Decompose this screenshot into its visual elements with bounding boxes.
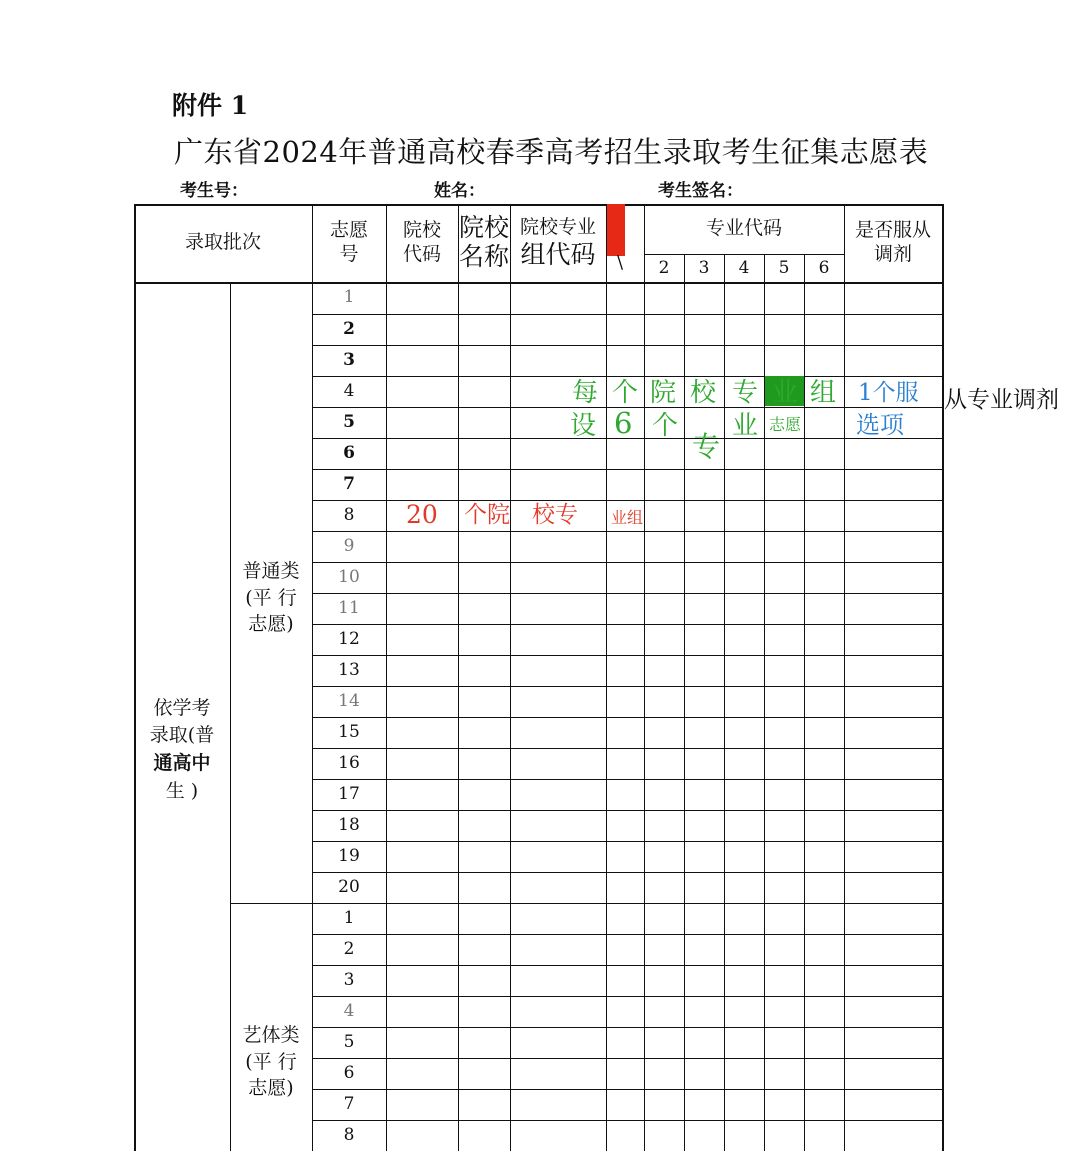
row-line — [312, 314, 942, 315]
header-major-codes: 专业代码 — [705, 217, 782, 240]
wish-number-cell: 5 — [343, 1031, 355, 1052]
red-marker — [607, 204, 625, 256]
row-line — [312, 1120, 942, 1121]
row-line — [312, 779, 942, 780]
header-bottom-line — [134, 282, 943, 284]
wish-number-cell: 8 — [343, 504, 355, 525]
row-line — [312, 624, 942, 625]
attachment-label: 附件 1 — [172, 91, 249, 120]
major-code-col-2: 2 — [658, 257, 670, 278]
column-line — [684, 254, 685, 1151]
column-line — [606, 204, 607, 1151]
row-line — [312, 934, 942, 935]
wish-number-cell: 20 — [338, 876, 360, 897]
batch-label: 依学考 录取(普 通高中 生 ) — [149, 696, 215, 802]
green-note-char: 校 — [690, 378, 717, 408]
red-note: 校专 — [532, 502, 578, 528]
row-line — [312, 1058, 942, 1059]
name-label: 姓名： — [434, 181, 485, 201]
row-line — [312, 593, 942, 594]
red-note: 个院 — [464, 502, 510, 528]
wish-number-cell: 7 — [343, 1093, 355, 1114]
row-line — [312, 810, 942, 811]
major-code-col-3: 3 — [698, 257, 710, 278]
green-note-char: 每 — [572, 378, 599, 408]
row-line — [312, 965, 942, 966]
row-line — [312, 841, 942, 842]
column-line — [804, 254, 805, 1151]
row-line — [312, 655, 942, 656]
major-code-col-6: 6 — [818, 257, 830, 278]
blue-note: 选项 — [856, 411, 904, 439]
wish-number-cell: 11 — [338, 597, 360, 618]
row-line — [312, 717, 942, 718]
row-line — [312, 469, 942, 470]
wish-number-cell: 13 — [338, 659, 360, 680]
green-note-char: 业 — [732, 411, 759, 441]
wish-number-cell: 8 — [343, 1124, 355, 1145]
header-wish-number: 志愿 号 — [329, 219, 368, 265]
wish-number-cell: 10 — [338, 566, 360, 587]
wish-number-cell: 18 — [338, 814, 360, 835]
exam-number-label: 考生号： — [180, 181, 248, 201]
wish-number-cell: 2 — [343, 318, 355, 339]
category-arts-label: 艺体类 (平 行 志愿) — [242, 1024, 300, 1100]
wish-number-cell: 14 — [338, 690, 360, 711]
green-note-char: 6 — [614, 406, 633, 440]
header-batch: 录取批次 — [184, 231, 261, 254]
green-note-char: 业 — [772, 378, 799, 408]
row-line — [312, 531, 942, 532]
wish-number-cell: 6 — [343, 1062, 355, 1083]
wish-number-cell: 1 — [343, 907, 355, 928]
column-line — [386, 204, 387, 1151]
row-line — [312, 748, 942, 749]
column-line — [724, 254, 725, 1151]
column-line — [644, 204, 645, 1151]
wish-number-cell: 12 — [338, 628, 360, 649]
green-note-char: 专 — [692, 430, 721, 463]
column-line — [458, 204, 459, 1151]
blue-note: 1个服 — [858, 380, 919, 406]
header-school-name: 院校 名称 — [458, 213, 509, 271]
row-line — [312, 1089, 942, 1090]
header-school-code: 院校 代码 — [402, 219, 441, 265]
green-note-char: 个 — [652, 411, 679, 441]
wish-number-cell: 9 — [343, 535, 355, 556]
header-group-code: 院校专业 组代码 — [519, 215, 596, 270]
wish-number-cell: 3 — [343, 349, 355, 370]
signature-label: 考生签名： — [658, 181, 743, 201]
row-line — [312, 686, 942, 687]
major-code-col-5: 5 — [778, 257, 790, 278]
green-note-char: 设 — [570, 411, 597, 441]
green-note-char: 组 — [810, 378, 837, 408]
wish-number-cell: 1 — [343, 287, 355, 308]
outside-note: 从专业调剂 — [944, 387, 1059, 413]
table-border-right — [942, 204, 944, 1151]
wish-number-cell: 19 — [338, 845, 360, 866]
wish-number-cell: 5 — [343, 411, 355, 432]
green-note-small: 志愿 — [769, 415, 802, 434]
header-slash: \ — [617, 252, 624, 273]
row-line — [312, 996, 942, 997]
row-line — [312, 562, 942, 563]
page-title: 广东省2024年普通高校春季高考招生录取考生征集志愿表 — [174, 135, 929, 169]
wish-number-cell: 4 — [343, 1000, 355, 1021]
column-line — [844, 204, 845, 1151]
table-border-left — [134, 204, 136, 1151]
red-note: 业组 — [611, 508, 644, 527]
wish-number-cell: 4 — [343, 380, 355, 401]
column-line — [510, 204, 511, 1151]
major-code-col-4: 4 — [738, 257, 750, 278]
category-general-label: 普通类 (平 行 志愿) — [242, 560, 300, 636]
row-line — [312, 345, 942, 346]
wish-number-cell: 7 — [343, 473, 355, 494]
wish-number-cell: 16 — [338, 752, 360, 773]
wish-number-cell: 17 — [338, 783, 360, 804]
wish-number-cell: 2 — [343, 938, 355, 959]
wish-number-cell: 15 — [338, 721, 360, 742]
wish-number-cell: 3 — [343, 969, 355, 990]
green-note-char: 专 — [732, 378, 759, 408]
row-line — [312, 872, 942, 873]
row-line — [312, 1027, 942, 1028]
green-note-char: 院 — [650, 378, 677, 408]
green-note-char: 个 — [612, 378, 639, 408]
red-note: 20 — [406, 500, 438, 529]
wish-number-cell: 6 — [343, 442, 355, 463]
header-adjust: 是否服从 调剂 — [854, 219, 931, 265]
